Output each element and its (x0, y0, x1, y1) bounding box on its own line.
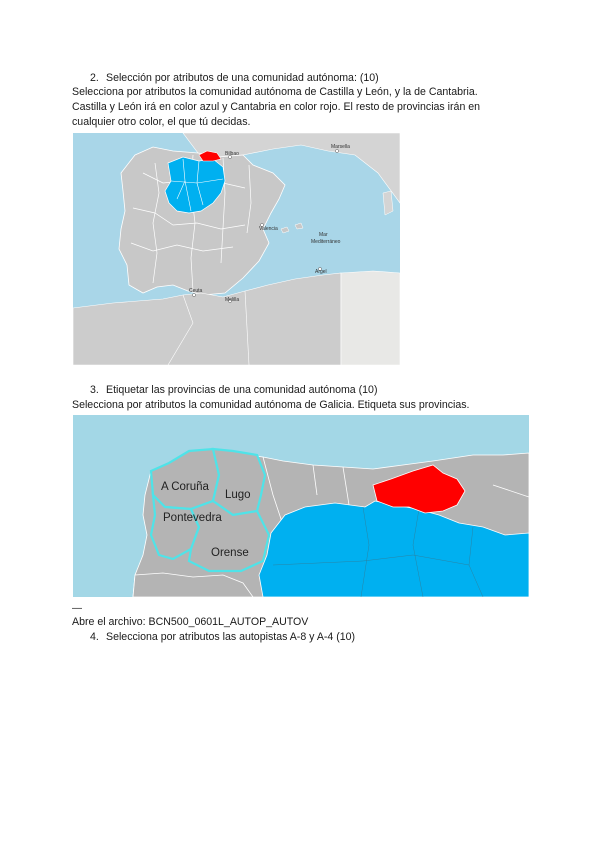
section2-heading-text: Selección por atributos de una comunidad autónoma: (10) (106, 72, 379, 84)
section2-body-line3: cualquier otro color, el que tú decidas. (72, 116, 251, 128)
file-line: Abre el archivo: BCN500_0601L_AUTOP_AUTOV (72, 616, 309, 628)
province-label-a-coruna: A Coruña (161, 481, 209, 493)
section3-number: 3. (90, 384, 99, 396)
section4-heading-text: Selecciona por atributos las autopistas A-8 y A-4 (10) (106, 631, 356, 643)
galicia-map (73, 415, 529, 597)
section3-body-line1: Selecciona por atributos la comunidad autónoma de Galicia. Etiqueta sus provincias. (72, 399, 470, 411)
lugo-province (213, 449, 265, 515)
section4-heading (90, 631, 355, 644)
map-label-marsella: Marsella (331, 144, 350, 150)
galicia-outline (151, 449, 269, 571)
map-label-mar: Mar (319, 232, 328, 238)
province-label-pontevedra: Pontevedra (163, 512, 222, 524)
separator-dash: — (72, 603, 82, 614)
section3-heading (90, 384, 377, 397)
section2-body-line1: Selecciona por atributos la comunidad autónoma de Castilla y León, y la de Cantabria. (72, 86, 478, 98)
tunisia-land (341, 271, 400, 365)
section2-heading (90, 72, 379, 85)
map-label-ceuta: Ceuta (189, 288, 203, 294)
section4-number: 4. (90, 631, 99, 643)
map-label-bilbao: Bilbao (225, 151, 239, 157)
province-label-lugo: Lugo (225, 489, 251, 501)
spain-map (73, 133, 400, 365)
map-label-mediterraneo: Mediterráneo (311, 239, 341, 245)
map-label-melilla: Melilla (225, 297, 240, 303)
section2-body-line2: Castilla y León irá en color azul y Cantabria en color rojo. El resto de provincias irán en (72, 101, 481, 113)
map-label-argel: Argel (315, 269, 327, 275)
section2-number: 2. (90, 72, 99, 84)
section3-heading-text: Etiquetar las provincias de una comunidad autónoma (10) (106, 384, 378, 396)
province-label-orense: Orense (211, 547, 249, 559)
map-label-valencia: Valencia (259, 226, 278, 232)
corsica-sardinia (383, 191, 393, 215)
